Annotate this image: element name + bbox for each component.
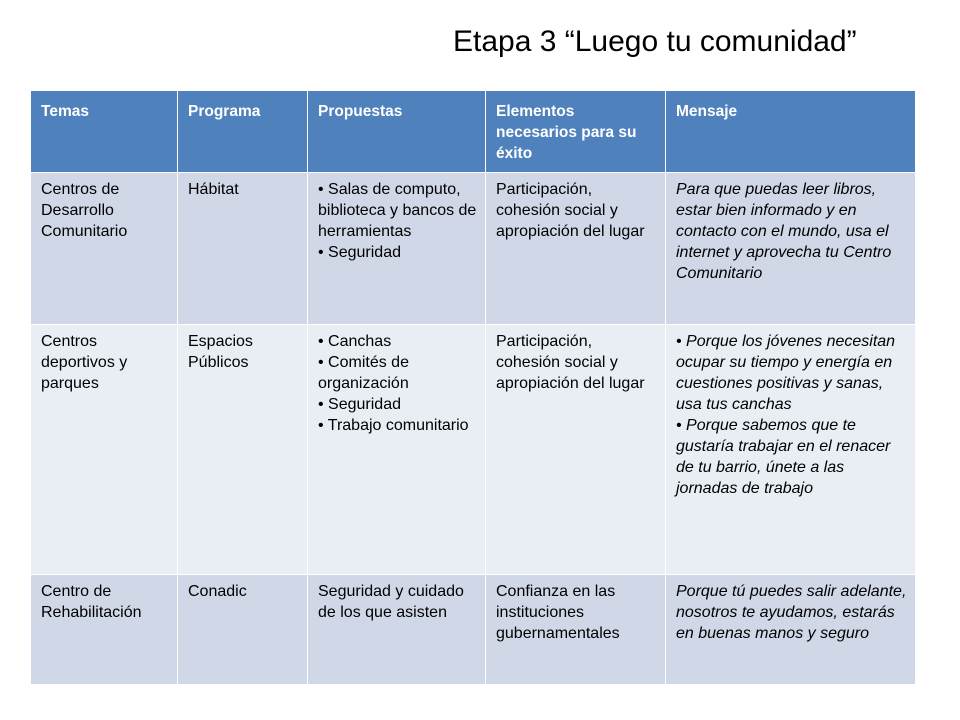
mensaje-list	[676, 331, 907, 499]
cell-elementos: Participación, cohesión social y apropiación del lugar	[486, 325, 666, 575]
cell-mensaje: Para que puedas leer libros, estar bien informado y en contacto con el mundo, usa el internet y aprovecha tu Centro Comunitario	[666, 173, 916, 325]
cell-propuestas: Seguridad y cuidado de los que asisten	[308, 575, 486, 685]
cell-mensaje: Porque tú puedes salir adelante, nosotros te ayudamos, estarás en buenas manos y seguro	[666, 575, 916, 685]
cell-programa: Hábitat	[178, 173, 308, 325]
propuestas-list	[318, 179, 477, 263]
table-header-row	[31, 91, 916, 173]
cell-propuestas	[308, 173, 486, 325]
list-item: • Porque sabemos que te gustaría trabajar en el renacer de tu barrio, únete a las jornadas de trabajo	[676, 415, 907, 499]
list-item: • Seguridad	[318, 394, 477, 415]
table-row	[31, 325, 916, 575]
cell-tema: Centros deportivos y parques	[31, 325, 178, 575]
list-item: • Trabajo comunitario	[318, 415, 477, 436]
list-item: • Seguridad	[318, 242, 477, 263]
cell-mensaje	[666, 325, 916, 575]
list-item: • Comités de organización	[318, 352, 477, 394]
cell-tema: Centro de Rehabilitación	[31, 575, 178, 685]
cell-propuestas	[308, 325, 486, 575]
cell-elementos: Confianza en las instituciones gubernamentales	[486, 575, 666, 685]
table-row	[31, 575, 916, 685]
list-item: • Porque los jóvenes necesitan ocupar su tiempo y energía en cuestiones positivas y sanas, usa tus canchas	[676, 331, 907, 415]
content-table	[30, 90, 916, 685]
header-programa: Programa	[178, 91, 308, 173]
header-elementos: Elementos necesarios para su éxito	[486, 91, 666, 173]
table-row	[31, 173, 916, 325]
cell-tema: Centros de Desarrollo Comunitario	[31, 173, 178, 325]
header-propuestas: Propuestas	[308, 91, 486, 173]
propuestas-list	[318, 331, 477, 436]
cell-programa: Conadic	[178, 575, 308, 685]
header-mensaje: Mensaje	[666, 91, 916, 173]
list-item: • Canchas	[318, 331, 477, 352]
cell-elementos: Participación, cohesión social y apropiación del lugar	[486, 173, 666, 325]
header-temas: Temas	[31, 91, 178, 173]
cell-programa: Espacios Públicos	[178, 325, 308, 575]
list-item: • Salas de computo, biblioteca y bancos de herramientas	[318, 179, 477, 242]
slide-title: Etapa 3 “Luego tu comunidad”	[453, 25, 857, 58]
